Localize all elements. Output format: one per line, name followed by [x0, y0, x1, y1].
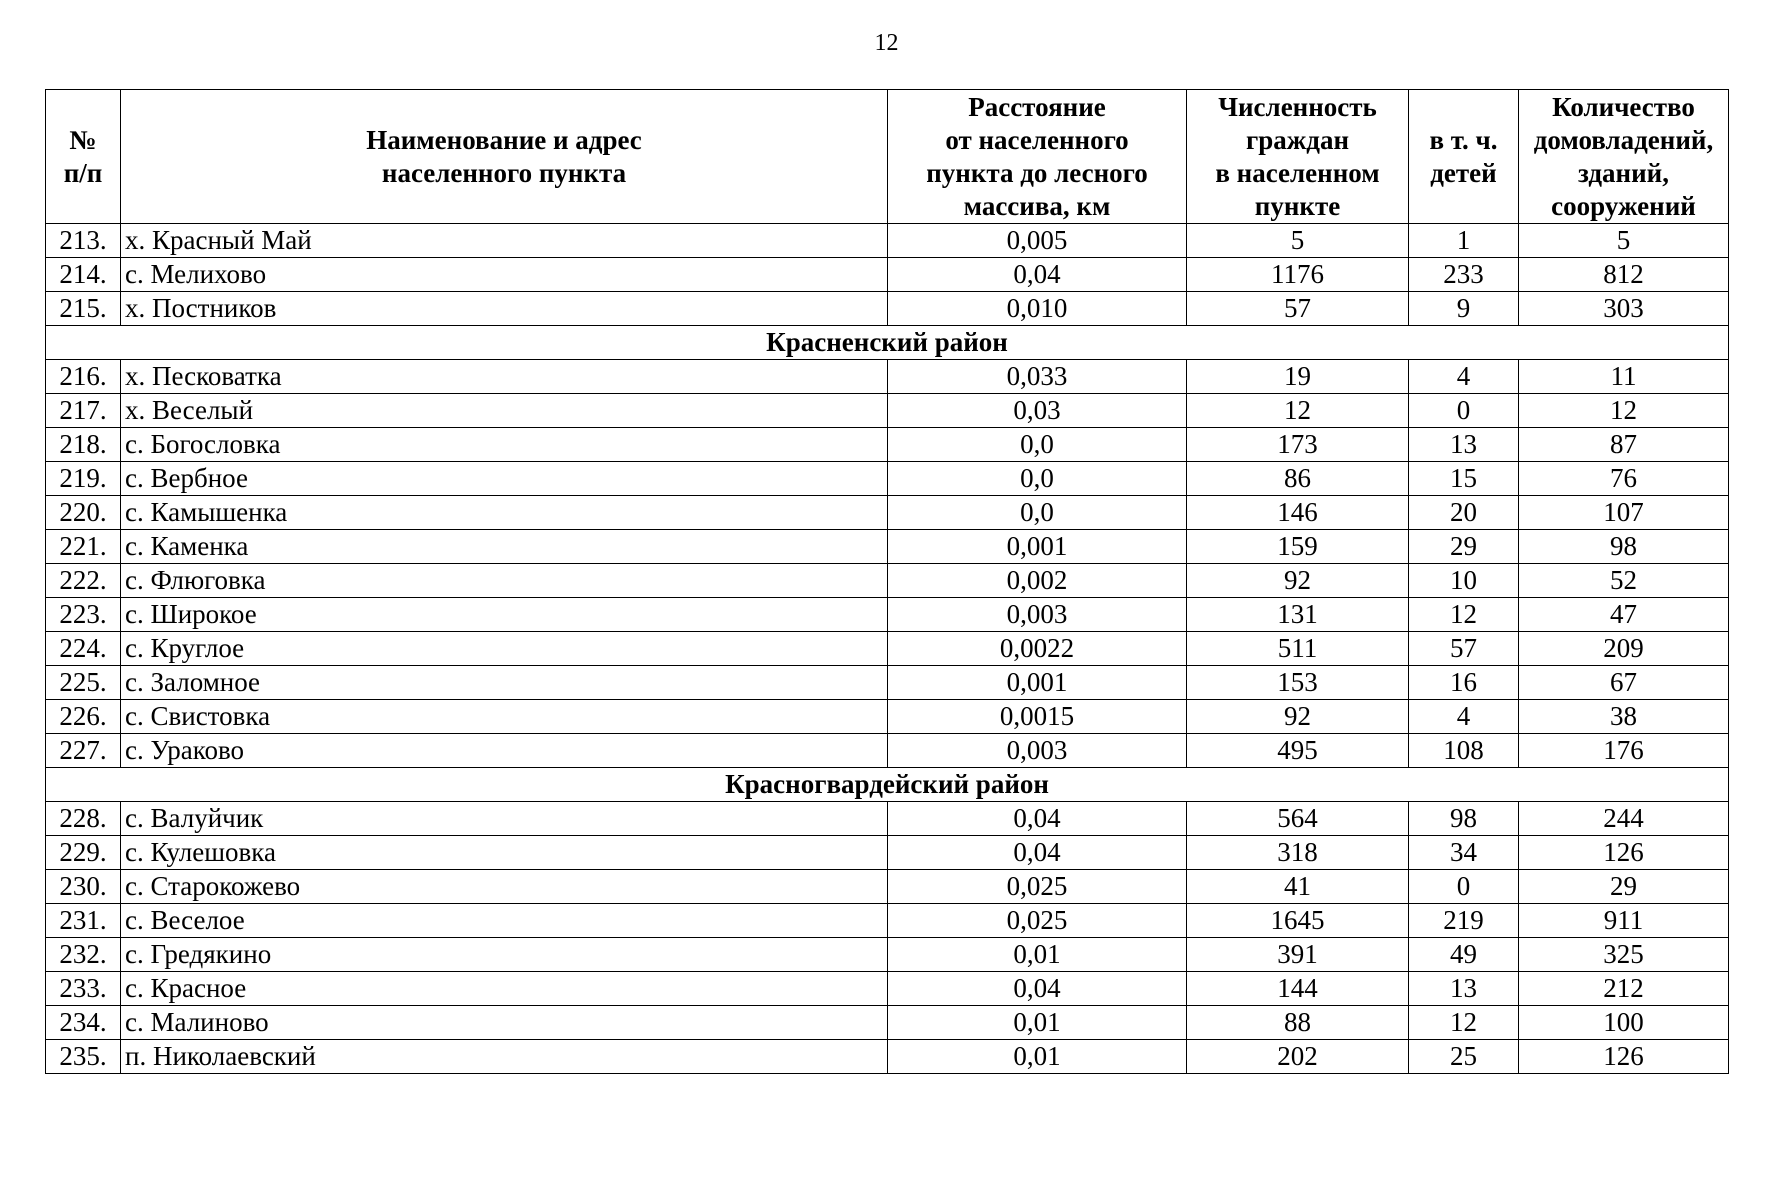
children-count: 219: [1409, 904, 1519, 938]
settlement-name: х. Красный Май: [121, 224, 888, 258]
settlement-name: с. Гредякино: [121, 938, 888, 972]
settlement-name: с. Красное: [121, 972, 888, 1006]
population-count: 12: [1187, 394, 1409, 428]
table-row: [46, 938, 1729, 972]
settlement-name: с. Круглое: [121, 632, 888, 666]
forest-distance: 0,005: [888, 224, 1187, 258]
population-count: 88: [1187, 1006, 1409, 1040]
header-name: Наименование и адрес населенного пункта: [121, 90, 888, 224]
row-number: 235.: [46, 1040, 121, 1074]
forest-distance: 0,01: [888, 1006, 1187, 1040]
population-count: 144: [1187, 972, 1409, 1006]
row-number: 224.: [46, 632, 121, 666]
buildings-count: 209: [1519, 632, 1729, 666]
population-count: 92: [1187, 700, 1409, 734]
buildings-count: 212: [1519, 972, 1729, 1006]
buildings-count: 52: [1519, 564, 1729, 598]
forest-distance: 0,0: [888, 428, 1187, 462]
forest-distance: 0,001: [888, 530, 1187, 564]
population-count: 92: [1187, 564, 1409, 598]
header-children: в т. ч. детей: [1409, 90, 1519, 224]
row-number: 234.: [46, 1006, 121, 1040]
table-row: [46, 224, 1729, 258]
settlement-name: с. Старокожево: [121, 870, 888, 904]
table-row: [46, 428, 1729, 462]
table-row: [46, 870, 1729, 904]
settlement-name: с. Мелихово: [121, 258, 888, 292]
table-row: [46, 666, 1729, 700]
children-count: 1: [1409, 224, 1519, 258]
settlement-name: с. Флюговка: [121, 564, 888, 598]
table-row: [46, 802, 1729, 836]
forest-distance: 0,002: [888, 564, 1187, 598]
table-row: [46, 564, 1729, 598]
table-row: [46, 394, 1729, 428]
forest-distance: 0,025: [888, 870, 1187, 904]
row-number: 230.: [46, 870, 121, 904]
settlement-name: с. Вербное: [121, 462, 888, 496]
buildings-count: 126: [1519, 1040, 1729, 1074]
forest-distance: 0,0022: [888, 632, 1187, 666]
population-count: 131: [1187, 598, 1409, 632]
buildings-count: 911: [1519, 904, 1729, 938]
forest-distance: 0,0: [888, 462, 1187, 496]
buildings-count: 76: [1519, 462, 1729, 496]
population-count: 318: [1187, 836, 1409, 870]
forest-distance: 0,04: [888, 836, 1187, 870]
forest-distance: 0,03: [888, 394, 1187, 428]
forest-distance: 0,001: [888, 666, 1187, 700]
row-number: 216.: [46, 360, 121, 394]
table-row: [46, 836, 1729, 870]
row-number: 226.: [46, 700, 121, 734]
settlement-name: с. Веселое: [121, 904, 888, 938]
table-row: [46, 734, 1729, 768]
settlement-name: с. Широкое: [121, 598, 888, 632]
forest-distance: 0,010: [888, 292, 1187, 326]
table-row: [46, 1006, 1729, 1040]
header-num: № п/п: [46, 90, 121, 224]
buildings-count: 11: [1519, 360, 1729, 394]
row-number: 214.: [46, 258, 121, 292]
table-row: [46, 904, 1729, 938]
row-number: 231.: [46, 904, 121, 938]
buildings-count: 98: [1519, 530, 1729, 564]
forest-distance: 0,033: [888, 360, 1187, 394]
table-row: [46, 700, 1729, 734]
forest-distance: 0,0015: [888, 700, 1187, 734]
buildings-count: 325: [1519, 938, 1729, 972]
page-number: 12: [874, 30, 899, 56]
children-count: 13: [1409, 972, 1519, 1006]
settlement-name: с. Заломное: [121, 666, 888, 700]
table-row: [46, 258, 1729, 292]
settlement-name: с. Валуйчик: [121, 802, 888, 836]
children-count: 13: [1409, 428, 1519, 462]
population-count: 564: [1187, 802, 1409, 836]
district-row: [46, 326, 1729, 360]
buildings-count: 303: [1519, 292, 1729, 326]
children-count: 34: [1409, 836, 1519, 870]
children-count: 10: [1409, 564, 1519, 598]
forest-distance: 0,003: [888, 734, 1187, 768]
buildings-count: 244: [1519, 802, 1729, 836]
settlement-name: с. Каменка: [121, 530, 888, 564]
forest-distance: 0,025: [888, 904, 1187, 938]
settlement-name: с. Богословка: [121, 428, 888, 462]
table-row: [46, 632, 1729, 666]
children-count: 29: [1409, 530, 1519, 564]
row-number: 215.: [46, 292, 121, 326]
children-count: 98: [1409, 802, 1519, 836]
population-count: 19: [1187, 360, 1409, 394]
buildings-count: 47: [1519, 598, 1729, 632]
district-title: Красненский район: [46, 326, 1729, 360]
buildings-count: 12: [1519, 394, 1729, 428]
header-row: [46, 90, 1729, 224]
children-count: 108: [1409, 734, 1519, 768]
row-number: 222.: [46, 564, 121, 598]
table-row: [46, 462, 1729, 496]
buildings-count: 5: [1519, 224, 1729, 258]
children-count: 20: [1409, 496, 1519, 530]
header-distance: Расстояние от населенного пункта до лесного массива, км: [888, 90, 1187, 224]
row-number: 218.: [46, 428, 121, 462]
row-number: 220.: [46, 496, 121, 530]
district-title: Красногвардейский район: [46, 768, 1729, 802]
settlement-name: х. Песковатка: [121, 360, 888, 394]
row-number: 217.: [46, 394, 121, 428]
settlement-name: х. Постников: [121, 292, 888, 326]
forest-distance: 0,04: [888, 972, 1187, 1006]
population-count: 202: [1187, 1040, 1409, 1074]
children-count: 0: [1409, 394, 1519, 428]
table-row: [46, 292, 1729, 326]
row-number: 221.: [46, 530, 121, 564]
population-count: 511: [1187, 632, 1409, 666]
population-count: 146: [1187, 496, 1409, 530]
row-number: 228.: [46, 802, 121, 836]
population-count: 1176: [1187, 258, 1409, 292]
settlement-name: с. Малиново: [121, 1006, 888, 1040]
settlement-name: с. Кулешовка: [121, 836, 888, 870]
header-population: Численность граждан в населенном пункте: [1187, 90, 1409, 224]
children-count: 233: [1409, 258, 1519, 292]
buildings-count: 126: [1519, 836, 1729, 870]
population-count: 173: [1187, 428, 1409, 462]
header-buildings: Количество домовладений, зданий, сооружений: [1519, 90, 1729, 224]
forest-distance: 0,01: [888, 938, 1187, 972]
row-number: 213.: [46, 224, 121, 258]
buildings-count: 87: [1519, 428, 1729, 462]
table-row: [46, 598, 1729, 632]
buildings-count: 812: [1519, 258, 1729, 292]
forest-distance: 0,01: [888, 1040, 1187, 1074]
buildings-count: 176: [1519, 734, 1729, 768]
children-count: 15: [1409, 462, 1519, 496]
buildings-count: 107: [1519, 496, 1729, 530]
table-row: [46, 360, 1729, 394]
district-row: [46, 768, 1729, 802]
settlement-name: с. Свистовка: [121, 700, 888, 734]
row-number: 232.: [46, 938, 121, 972]
settlement-name: п. Николаевский: [121, 1040, 888, 1074]
children-count: 12: [1409, 1006, 1519, 1040]
buildings-count: 38: [1519, 700, 1729, 734]
buildings-count: 67: [1519, 666, 1729, 700]
settlement-name: с. Ураково: [121, 734, 888, 768]
row-number: 233.: [46, 972, 121, 1006]
population-count: 159: [1187, 530, 1409, 564]
row-number: 219.: [46, 462, 121, 496]
row-number: 223.: [46, 598, 121, 632]
table-body: [46, 224, 1729, 1074]
population-count: 391: [1187, 938, 1409, 972]
forest-distance: 0,0: [888, 496, 1187, 530]
settlement-name: с. Камышенка: [121, 496, 888, 530]
children-count: 4: [1409, 360, 1519, 394]
table-row: [46, 972, 1729, 1006]
settlement-name: х. Веселый: [121, 394, 888, 428]
children-count: 57: [1409, 632, 1519, 666]
forest-distance: 0,04: [888, 258, 1187, 292]
population-count: 86: [1187, 462, 1409, 496]
buildings-count: 29: [1519, 870, 1729, 904]
children-count: 9: [1409, 292, 1519, 326]
children-count: 49: [1409, 938, 1519, 972]
row-number: 225.: [46, 666, 121, 700]
children-count: 25: [1409, 1040, 1519, 1074]
table-row: [46, 530, 1729, 564]
row-number: 227.: [46, 734, 121, 768]
forest-distance: 0,003: [888, 598, 1187, 632]
forest-distance: 0,04: [888, 802, 1187, 836]
population-count: 57: [1187, 292, 1409, 326]
buildings-count: 100: [1519, 1006, 1729, 1040]
row-number: 229.: [46, 836, 121, 870]
children-count: 12: [1409, 598, 1519, 632]
table-header: [46, 90, 1729, 224]
table-row: [46, 1040, 1729, 1074]
population-count: 153: [1187, 666, 1409, 700]
population-count: 41: [1187, 870, 1409, 904]
children-count: 0: [1409, 870, 1519, 904]
children-count: 4: [1409, 700, 1519, 734]
children-count: 16: [1409, 666, 1519, 700]
settlements-table: [45, 89, 1729, 1074]
population-count: 495: [1187, 734, 1409, 768]
population-count: 5: [1187, 224, 1409, 258]
table-row: [46, 496, 1729, 530]
population-count: 1645: [1187, 904, 1409, 938]
